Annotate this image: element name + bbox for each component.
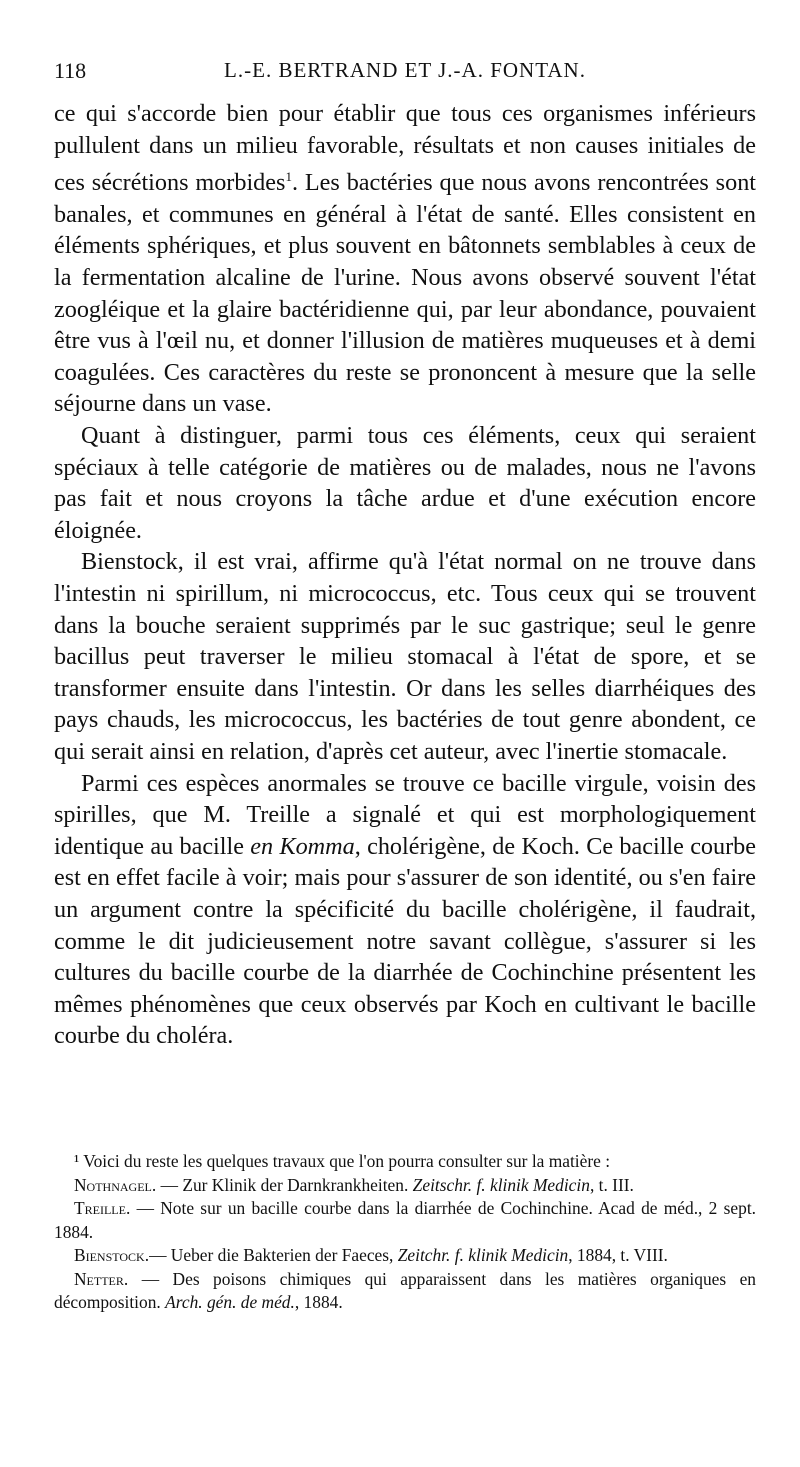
footnote-text: Voici du reste les quelques travaux que l'on pourra consulter sur la matière : bbox=[79, 1151, 611, 1171]
page-number: 118 bbox=[54, 58, 87, 83]
paragraph: Bienstock, il est vrai, affirme qu'à l'état normal on ne trouve dans l'intestin ni spirillum, ni micrococcus, etc. Tous ceux qui se trouvent dans la bouche seraient supprimés par le suc gastrique; seul le genre bacillus peut traverser le milieu stomacal à l'état de spore, et se transformer ensuite dans l'intestin. Or dans les selles diarrhéiques des pays chauds, les micrococcus, les bactéries de tout genre abondent, ce qui serait ainsi en relation, d'après cet auteur, avec l'inertie stomacale. bbox=[54, 548, 756, 765]
footnote bbox=[54, 1244, 756, 1268]
footnote-text: — Des poisons chimiques qui apparaissent dans les matières organiques en décomposition. bbox=[54, 1268, 756, 1312]
footnote-text: , 1884, t. VIII. bbox=[568, 1245, 668, 1265]
paragraph-text: , cholérigène, de Koch. Ce bacille courbe est en effet facile à voir; mais pour s'assurer de son identité, ou s'en faire un argument contre la spécificité du bacille cholérigène, il faudrait, comme le dit judicieusement notre savant collègue, s'assurer si les cultures du bacille courbe de la diarrhée de Cochinchine présentent les mêmes phénomènes que ceux observés par Koch en cultivant le bacille courbe du choléra. bbox=[54, 832, 757, 1050]
page-header bbox=[54, 58, 756, 88]
footnote-author: Nothnagel. bbox=[74, 1174, 157, 1195]
running-title: L.-E. BERTRAND ET J.-A. FONTAN. bbox=[224, 58, 586, 82]
footnote-text: — Ueber die Bakterien der Faeces, bbox=[149, 1245, 398, 1265]
footnote-text: , 1884. bbox=[294, 1292, 343, 1312]
footnotes bbox=[54, 1150, 756, 1315]
footnote-author: Netter. bbox=[74, 1268, 129, 1289]
paragraph bbox=[54, 768, 756, 1052]
footnote bbox=[54, 1197, 756, 1244]
paragraph-text: Parmi ces espèces anormales se trouve ce bacille virgule, voisin des spirilles, que M. Treille a signalé et qui est morphologiquement identique au bacille bbox=[54, 769, 756, 860]
paragraph bbox=[54, 98, 756, 420]
paragraph-text: ce qui s'accorde bien pour établir que tous ces organismes inférieurs pullulent dans un milieu favorable, résultats et non causes initiales de ces sécrétions morbides bbox=[54, 100, 756, 197]
footnote-ref: 1 bbox=[285, 169, 292, 185]
italic-term: en Komma bbox=[250, 832, 355, 860]
footnote-text: , t. III. bbox=[589, 1174, 634, 1195]
footnote-journal: Zeitschr. f. klinik Medicin bbox=[412, 1174, 590, 1195]
footnote-journal: Zeitchr. f. klinik Medicin bbox=[397, 1245, 569, 1265]
paragraph: Quant à distinguer, parmi tous ces éléments, ceux qui seraient spéciaux à telle catégorie de matières ou de malades, nous ne l'avons pas fait et nous croyons la tâche ardue et d'une exécution encore éloignée. bbox=[54, 422, 756, 544]
footnote-author: Bienstock. bbox=[74, 1245, 150, 1265]
footnote-text: — Zur Klinik der Darnkrankheiten. bbox=[156, 1174, 413, 1195]
footnote-marker: ¹ bbox=[74, 1151, 80, 1171]
body-text bbox=[54, 98, 756, 1052]
footnote-author: Treille. bbox=[74, 1198, 131, 1218]
paragraph-text: . Les bactéries que nous avons rencontrées sont banales, et communes en général à l'état de santé. Elles consistent en éléments sphériques, et plus souvent en bâtonnets semblables à ceux de la fermentation alcaline de l'urine. Nous avons observé souvent l'état zoogléique et la glaire bactéridienne qui, par leur abondance, pouvaient être vus à l'œil nu, et donner l'illusion de matières muqueuses et à demi coagulées. Ces caractères du reste se prononcent à mesure que la selle séjourne dans un vase. bbox=[54, 169, 757, 418]
footnote bbox=[54, 1174, 756, 1198]
footnote-text: — Note sur un bacille courbe dans la diarrhée de Cochinchine. Acad de méd., 2 sept. 1884. bbox=[54, 1198, 756, 1242]
footnote-journal: Arch. gén. de méd. bbox=[165, 1292, 295, 1312]
footnote bbox=[54, 1150, 756, 1174]
footnote bbox=[54, 1268, 756, 1315]
